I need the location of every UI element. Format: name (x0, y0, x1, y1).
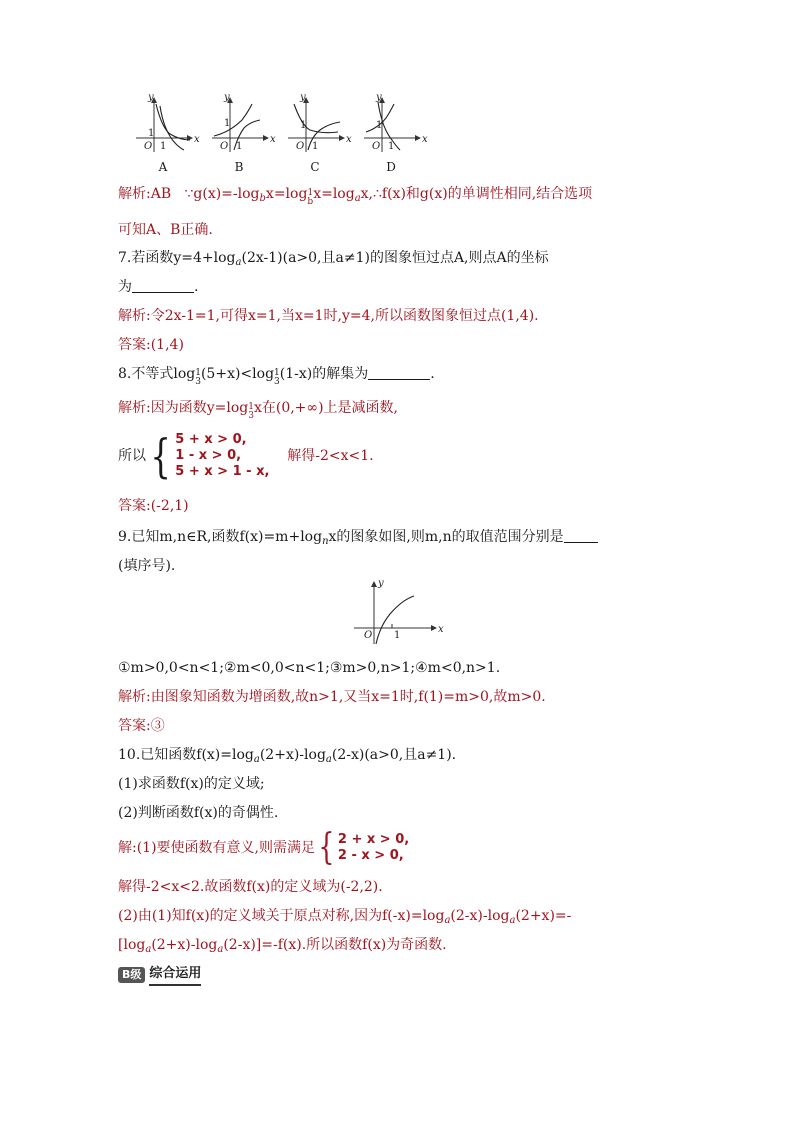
graph-d-ytick: 1 (376, 120, 383, 131)
q7-answer-blank[interactable] (132, 278, 194, 293)
q9-tick: 1 (394, 630, 401, 641)
q10-system-line2: 2 - x > 0, (337, 848, 404, 863)
q10-solution-row (118, 827, 410, 868)
graph-a-label: A (158, 160, 168, 174)
graph-b-label: B (234, 160, 244, 174)
q10-sub-a2: a (325, 754, 332, 765)
q9-stem-line2: (填序号). (118, 558, 176, 574)
q8-answer (118, 496, 189, 516)
section-header (118, 964, 201, 986)
q8-system-line2: 1 - x > 0, (175, 448, 242, 463)
graph-d-label: D (386, 160, 396, 174)
graph-b-origin: O (220, 141, 229, 152)
q8-frac2-den: 3 (274, 377, 280, 387)
q10-sub-a5: a (145, 944, 152, 955)
q10-sol-line2: 解得-2<x<2.故函数f(x)的定义域为(-2,2). (118, 879, 383, 895)
q8-answer-blank[interactable] (368, 365, 430, 380)
q10-sol-part3a: (2)由(1)知f(x)的定义域关于原点对称,因为f(-x)=log (118, 908, 445, 924)
q7-sub-a: a (235, 257, 242, 268)
q9-options: ①m>0,0<n<1;②m<0,0<n<1;③m>0,n>1;④m<0,n>1. (118, 660, 501, 676)
q10-sub-a4: a (509, 915, 516, 926)
q7-stem (118, 248, 549, 273)
graph-d-x-label: x (422, 134, 428, 145)
q7-answer-label: 答案: (118, 337, 151, 353)
q9-answer (118, 716, 165, 736)
q10-sol-part3c: (2+x)=- (515, 908, 572, 924)
q6-analysis-part4: x,∴f(x)和g(x)的单调性相同,结合选项 (360, 186, 593, 202)
q8-frac1-den: 3 (195, 377, 201, 387)
q7-analysis-label: 解析: (118, 308, 151, 324)
q8-frac3-den: 3 (248, 411, 254, 421)
graph-d-y-label: y (376, 92, 382, 103)
q7-answer-value: (1,4) (150, 337, 184, 353)
q8-analysis-part1: 因为函数y=log (150, 400, 249, 416)
q8-brace: { (150, 429, 171, 483)
q9-analysis (118, 687, 546, 707)
q8-answer-label: 答案: (118, 498, 151, 514)
section-title: 综合运用 (149, 964, 201, 986)
q10-system (338, 832, 409, 864)
q6-frac-num: 1 (307, 188, 314, 198)
graph-c-origin: O (296, 141, 305, 152)
q9-x-label: x (438, 624, 444, 635)
q7-stem-part3: 为 (118, 279, 132, 295)
q9-y-label: y (378, 578, 384, 589)
q9-stem (118, 527, 598, 552)
q9-graph (354, 580, 444, 644)
q10-sol-part4b: (2+x)-log (151, 937, 218, 953)
graph-a-origin: O (144, 141, 153, 152)
graph-c-ytick: 1 (300, 120, 307, 131)
q10-sub-a3: a (444, 915, 451, 926)
q8-frac3-num: 1 (248, 402, 254, 412)
graph-a-ytick: 1 (148, 128, 155, 139)
q10-sol-line3 (118, 906, 571, 931)
q8-stem-part2: (5+x)<log (200, 366, 275, 382)
q9-origin: O (364, 630, 373, 641)
q10-stem-part3: (2-x)(a>0,且a≠1). (331, 747, 457, 763)
graph-c-y-label: y (300, 92, 306, 103)
q9-sub-n: n (322, 536, 329, 547)
q10-part1: (1)求函数f(x)的定义域; (118, 776, 265, 792)
q6-sub-b: b (259, 193, 266, 204)
q7-stem-part2: (2x-1)(a>0,且a≠1)的图象恒过点A,则点A的坐标 (241, 250, 549, 266)
q8-frac2-num: 1 (274, 368, 280, 378)
q10-system-line1: 2 + x > 0, (337, 832, 410, 847)
q6-analysis (118, 184, 592, 209)
q9-answer-blank[interactable] (564, 528, 598, 543)
q6-analysis-part2: x=log (265, 186, 308, 202)
q8-stem (118, 364, 435, 387)
q8-system-line3: 5 + x > 1 - x, (175, 464, 270, 479)
q8-stem-part3: (1-x)的解集为 (279, 366, 369, 382)
q8-analysis-label: 解析: (118, 400, 151, 416)
q8-solve: 解得-2<x<1. (287, 448, 374, 464)
q6-sub-a: a (354, 193, 361, 204)
q8-system-line1: 5 + x > 0, (175, 432, 247, 447)
q10-sol-part1: (1)要使函数有意义,则需满足 (136, 840, 315, 856)
q8-system (175, 432, 269, 480)
q6-analysis-answer: AB (150, 186, 172, 202)
section-badge (118, 964, 201, 986)
graph-a-tick: 1 (160, 141, 167, 152)
q6-analysis-label: 解析: (118, 186, 151, 202)
graph-d-tick: 1 (388, 141, 395, 152)
q7-analysis (118, 306, 539, 326)
q9-answer-label: 答案: (118, 718, 151, 734)
q8-stem-part1: 8.不等式log (118, 366, 196, 382)
graph-b-x-label: x (270, 134, 276, 145)
q6-analysis-part1: ∵g(x)=-log (184, 186, 260, 202)
section-level: B级 (118, 967, 145, 983)
graph-b-y-label: y (224, 92, 230, 103)
q8-stem-end: . (430, 366, 435, 382)
graph-d-origin: O (372, 141, 381, 152)
graph-b-ytick: 1 (224, 118, 231, 129)
q10-part2: (2)判断函数f(x)的奇偶性. (118, 805, 279, 821)
q10-sol-part3b: (2-x)-log (450, 908, 510, 924)
graph-a-y-label: y (148, 92, 154, 103)
q6-analysis-cont: 可知A、B正确. (118, 222, 213, 238)
q8-answer-value: (-2,1) (150, 498, 189, 514)
graph-c-tick: 1 (312, 141, 319, 152)
q10-sol-part4a: [log (118, 937, 146, 953)
q8-system-row (118, 429, 374, 483)
q8-frac1-num: 1 (195, 368, 201, 378)
q6-frac-den: b (307, 197, 314, 207)
graph-b-tick: 1 (236, 141, 243, 152)
q10-sub-a1: a (253, 754, 260, 765)
q10-sub-a6: a (217, 944, 224, 955)
q7-answer (118, 335, 184, 355)
q10-sol-line4 (118, 935, 447, 960)
q10-sol-label: 解: (118, 840, 137, 856)
option-graphs-svg (136, 92, 436, 154)
graph-c-label: C (310, 160, 320, 174)
graph-c-x-label: x (346, 134, 352, 145)
q10-stem-part2: (2+x)-log (259, 747, 326, 763)
q7-stem-line2 (118, 277, 198, 297)
q9-stem-part1: 9.已知m,n∈R,函数f(x)=m+log (118, 529, 323, 545)
graph-a-x-label: x (194, 134, 200, 145)
q8-analysis-part2: x在(0,+∞)上是减函数, (253, 400, 398, 416)
q9-stem-part2: x的图象如图,则m,n的取值范围分别是 (328, 529, 564, 545)
q10-sol-part4c: (2-x)]=-f(x).所以函数f(x)为奇函数. (223, 937, 447, 953)
q10-stem (118, 745, 456, 770)
q9-analysis-text: 由图象知函数为增函数,故n>1,又当x=1时,f(1)=m>0,故m>0. (150, 689, 546, 705)
q6-analysis-part3: x=log (313, 186, 355, 202)
q10-stem-part1: 10.已知函数f(x)=log (118, 747, 254, 763)
q7-analysis-text: 令2x-1=1,可得x=1,当x=1时,y=4,所以函数图象恒过点(1,4). (150, 308, 539, 324)
q9-analysis-label: 解析: (118, 689, 151, 705)
q8-analysis (118, 398, 398, 421)
q7-stem-part1: 7.若函数y=4+log (118, 250, 236, 266)
q10-brace: { (318, 827, 335, 868)
q8-so: 所以 (118, 448, 146, 464)
q7-stem-end: . (194, 279, 199, 295)
q9-answer-value: ③ (150, 718, 165, 734)
